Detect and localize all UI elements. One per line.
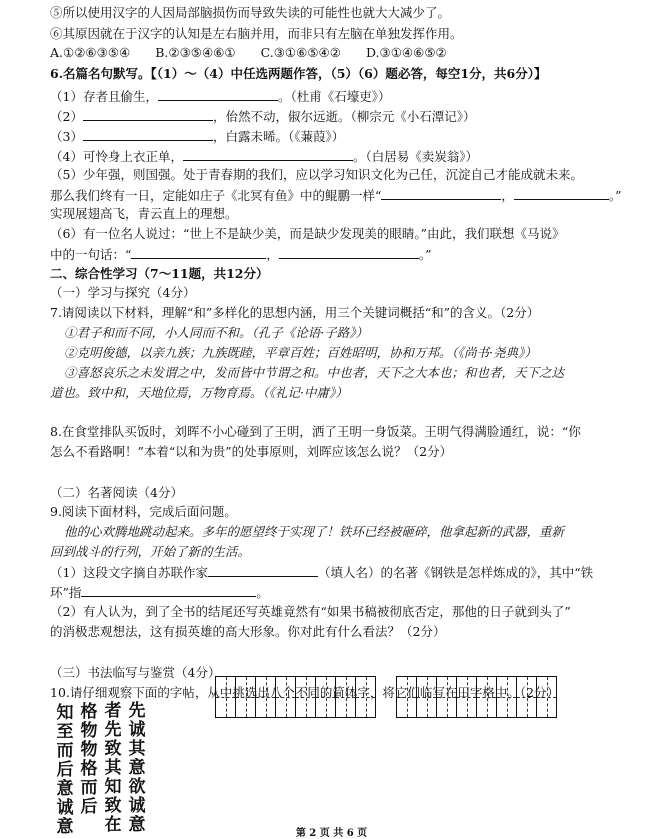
material-3-line-1: ③喜怒哀乐之未发谓之中，发而皆中节谓之和。中也者，天下之大本也；和也者，天下之达 — [64, 365, 565, 380]
copybook-char: 至 — [56, 722, 74, 742]
q9-1-end: 。 — [256, 585, 269, 600]
copybook-char: 格 — [80, 702, 98, 722]
answer-blank[interactable] — [183, 148, 353, 161]
tianzige-cell[interactable] — [536, 677, 556, 717]
copybook-char: 诚 — [128, 720, 146, 740]
q6-3-text: （3） — [50, 129, 83, 144]
q6-5-text: 那么我们终有一日，定能如庄子《北冥有鱼》中的鲲鹏一样“ — [50, 188, 382, 203]
author-blank[interactable] — [208, 564, 318, 577]
q9-1-line — [50, 564, 593, 581]
q6-1-source: 。（杜甫《石壕吏》） — [277, 89, 391, 104]
q6-heading: 6.名篇名句默写。【（1）～（4）中任选两题作答，（5）（6）题必答，每空1分，共6分）】 — [50, 66, 547, 81]
copybook-char: 意 — [128, 758, 146, 778]
tianzige-cell[interactable] — [335, 677, 355, 717]
q6-5-close: 。” — [608, 188, 622, 203]
copybook-char: 格 — [80, 759, 98, 779]
sub-section-1-heading: （一）学习与探究（4分） — [50, 285, 196, 300]
tianzige-cell[interactable] — [315, 677, 335, 717]
copybook-char: 物 — [80, 740, 98, 760]
q6-6-text: 中的一句话：“ — [50, 247, 132, 262]
copybook-char: 其 — [128, 739, 146, 759]
q6-6-line — [50, 246, 432, 263]
copybook-char: 物 — [80, 721, 98, 741]
copybook-char: 后 — [56, 760, 74, 780]
material-3-line-2: 道也。致中和，天地位焉，万物育焉。（《礼记·中庸》） — [50, 385, 348, 400]
copybook-char: 而 — [56, 741, 74, 761]
copybook-char: 诚 — [56, 798, 74, 818]
q6-1-text: （1）存者且偷生， — [50, 89, 158, 104]
copybook-char: 意 — [56, 779, 74, 799]
answer-blank[interactable] — [279, 246, 419, 259]
q6-line-1 — [50, 88, 390, 105]
copybook-char: 后 — [80, 797, 98, 817]
passage-line-1: 他的心欢腾地跳动起来。多年的愿望终于实现了！铁环已经被砸碎，他拿起新的武器，重新 — [64, 524, 565, 539]
q9-2-line-2: 的消极悲观想法，这有损英雄的高大形象。你对此有什么看法？（2分） — [50, 624, 446, 639]
q6-5-comma: ， — [501, 188, 514, 203]
answer-blank[interactable] — [381, 187, 501, 200]
q8-line-1: 8.在食堂排队买饭时，刘晖不小心碰到了王明，洒了王明一身饭菜。王明气得满脸通红，说：“你 — [50, 424, 581, 439]
answer-blank[interactable] — [158, 88, 278, 101]
copybook-char: 欲 — [128, 777, 146, 797]
copybook-char: 在 — [104, 815, 122, 835]
tianzige-cell[interactable] — [397, 677, 416, 717]
q6-3-source: ，白露未晞。（《蒹葭》） — [212, 129, 345, 144]
q6-2-text: （2） — [50, 109, 83, 124]
q6-5-intro: （5）少年强，则国强。处于青春期的我们，应以学习知识文化为己任，沉淀自己才能成就未来。 — [50, 167, 583, 182]
tianzige-cell[interactable] — [516, 677, 536, 717]
sub-section-3-heading: （三）书法临写与鉴赏（4分） — [50, 665, 221, 680]
q6-line-2 — [50, 108, 475, 125]
answer-options: A.①②⑥③⑤④ B.②③⑤④⑥① C.③①⑥⑤④② D.③①④⑥⑤② — [50, 45, 447, 60]
tianzige-cell[interactable] — [295, 677, 315, 717]
answer-blank[interactable] — [83, 128, 213, 141]
copybook-char: 其 — [104, 758, 122, 778]
meaning-blank[interactable] — [81, 584, 256, 597]
copybook-char: 致 — [104, 796, 122, 816]
q9-1-text: （1）这段文字摘自苏联作家 — [50, 565, 208, 580]
q6-6-intro: （6）有一位名人说过：“世上不是缺少美，而是缺少发现美的眼睛。”由此，我们联想《马说》 — [50, 226, 565, 241]
item-5-text: ⑤所以使用汉字的人因局部脑损伤而导致失读的可能性也就大大减少了。 — [50, 5, 451, 20]
q9-2-line-1: （2）有人认为，到了全书的结尾还写英雄竟然有“如果书稿被彻底否定，那他的日子就到头了” — [50, 604, 571, 619]
section-2-heading: 二、综合性学习（7～11题，共12分） — [50, 266, 269, 281]
tianzige-cell[interactable] — [235, 677, 255, 717]
q9-1-text-2: 环”指 — [50, 585, 82, 600]
material-1: ①君子和而不同，小人同而不和。（孔子《论语·子路》） — [64, 325, 368, 340]
tianzige-grid-left[interactable] — [215, 676, 376, 718]
copybook-char: 致 — [104, 739, 122, 759]
tianzige-cell[interactable] — [416, 677, 436, 717]
copybook-char: 知 — [56, 703, 74, 723]
copybook-char: 诚 — [128, 796, 146, 816]
tianzige-cell[interactable] — [355, 677, 375, 717]
tianzige-cell[interactable] — [476, 677, 496, 717]
page-footer: 第 2 页 共 6 页 — [295, 828, 368, 839]
answer-blank[interactable] — [514, 187, 609, 200]
q6-5-line — [50, 187, 622, 204]
copybook-char: 知 — [104, 777, 122, 797]
q7-prompt: 7.请阅读以下材料，理解“和”多样化的思想内涵，用三个关键词概括“和”的含义。（2分） — [50, 305, 540, 320]
copybook-char: 先 — [128, 701, 146, 721]
q9-1-line-2 — [50, 584, 269, 601]
q6-line-4 — [50, 148, 478, 165]
q6-line-3 — [50, 128, 344, 145]
item-6-text: ⑥其原因就在于汉字的认知是左右脑并用，而非只有左脑在单独发挥作用。 — [50, 26, 463, 41]
q9-prompt: 9.阅读下面材料，完成后面问题。 — [50, 504, 237, 519]
q6-4-text: （4）可怜身上衣正单， — [50, 149, 183, 164]
sub-section-2-heading: （二）名著阅读（4分） — [50, 485, 183, 500]
copybook-char: 者 — [104, 701, 122, 721]
tianzige-cell[interactable] — [436, 677, 456, 717]
tianzige-cell[interactable] — [275, 677, 295, 717]
material-2: ②克明俊德，以亲九族；九族既睦，平章百姓；百姓昭明，协和万邦。（《尚书·尧典》） — [64, 345, 537, 360]
passage-line-2: 回到战斗的行列，开始了新的生活。 — [50, 544, 251, 559]
answer-blank[interactable] — [83, 108, 213, 121]
q6-2-source: ，佁然不动，俶尔远逝。（柳宗元《小石潭记》） — [212, 109, 476, 124]
tianzige-cell[interactable] — [255, 677, 275, 717]
tianzige-cell[interactable] — [456, 677, 476, 717]
copybook-char: 而 — [80, 778, 98, 798]
q6-5-tail: 实现展翅高飞，青云直上的理想。 — [50, 206, 238, 221]
q9-1-rest: （填人名）的名著《钢铁是怎样炼成的》，其中“铁 — [317, 565, 594, 580]
q6-4-source: 。（白居易《卖炭翁》） — [352, 149, 478, 164]
copybook-char: 意 — [56, 817, 74, 837]
tianzige-grid-right[interactable] — [396, 676, 557, 718]
copybook-char: 先 — [104, 720, 122, 740]
q6-6-close: 。” — [418, 247, 432, 262]
q10-prompt: 10.请仔细观察下面的字帖，从中挑选出八个不同的简体字，将它们临写在田字格中。（2分） — [50, 685, 560, 700]
copybook-char: 意 — [128, 815, 146, 835]
tianzige-cell[interactable] — [496, 677, 516, 717]
answer-blank[interactable] — [131, 246, 266, 259]
q6-6-comma: ， — [266, 247, 279, 262]
tianzige-cell[interactable] — [216, 677, 235, 717]
q8-line-2: 怎么不看路啊！”本着“以和为贵”的处事原则，刘晖应该怎么说？（2分） — [50, 444, 453, 459]
